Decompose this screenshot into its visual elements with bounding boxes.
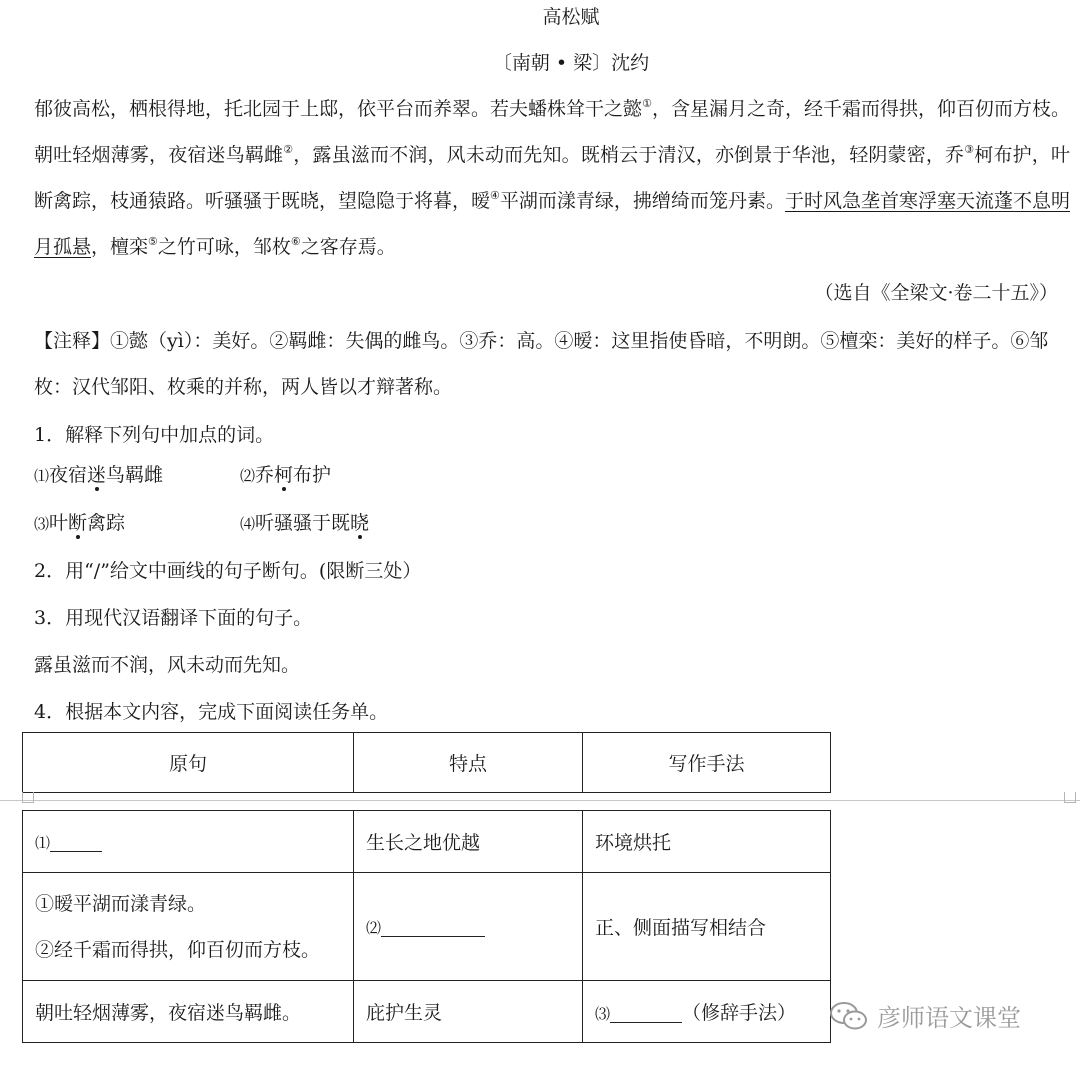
table-cell: 正、侧面描写相结合 <box>583 873 831 981</box>
note-ref: ⑥ <box>290 235 301 248</box>
question-1: 1．解释下列句中加点的词。 <box>34 424 275 446</box>
page-corner-mark <box>22 792 34 803</box>
notes-label: 【注释】 <box>34 330 111 352</box>
blank-number: ⑵ <box>366 918 382 937</box>
notes-text: ①懿（yì）：美好。②羁雌：失偶的雌鸟。③乔：高。④暧：这里指使昏暗，不明朗。⑤檀栾：美好的样子。⑥邹枚：汉代邹阳、枚乘的并称，两人皆以才辩著称。 <box>34 330 1049 398</box>
passage-text: ，含星漏月之奇，经千霜而得拱，仰百仞而方枝。朝吐轻烟薄雾，夜宿迷鸟羁雌 <box>34 98 1070 166</box>
question-4: 4．根据本文内容，完成下面阅读任务单。 <box>34 701 389 723</box>
table-row <box>23 981 831 1043</box>
table-cell: 朝吐轻烟薄雾，夜宿迷鸟羁雌。 <box>23 981 354 1043</box>
source-citation: （选自《全梁文·卷二十五》） <box>814 282 1058 304</box>
table-cell <box>23 811 354 873</box>
table-row <box>23 873 831 981</box>
answer-blank[interactable] <box>50 831 102 852</box>
table-cell <box>354 873 583 981</box>
note-ref: ④ <box>490 189 500 202</box>
item-number: ⑴ <box>34 467 50 485</box>
note-ref: ③ <box>964 143 975 156</box>
passage-text: 平湖而漾青绿，拂缯绮而笼丹素。 <box>499 190 785 212</box>
page-title: 高松赋 <box>542 6 600 28</box>
passage-text: 之客存焉。 <box>300 236 396 258</box>
answer-blank[interactable] <box>381 916 485 937</box>
blank-number: ⑴ <box>35 833 51 852</box>
passage-text: 之竹可咏，邹枚 <box>157 236 291 258</box>
item-text: 布护 <box>293 464 332 486</box>
watermark <box>829 998 1021 1033</box>
item-text: 听骚骚于既 <box>255 512 351 534</box>
item-text: 禽踪 <box>87 512 126 534</box>
table-row <box>23 811 831 873</box>
dotted-word: 柯 <box>274 464 294 486</box>
annotations <box>34 318 1070 410</box>
note-ref: ⑤ <box>148 235 158 248</box>
note-ref: ② <box>283 143 294 156</box>
item-text: 夜宿 <box>49 464 88 486</box>
header-original: 原句 <box>23 733 354 793</box>
cell-suffix: （修辞手法） <box>682 1002 797 1024</box>
dotted-word: 迷 <box>87 464 107 486</box>
table-cell <box>583 981 831 1043</box>
q1-item-4 <box>240 508 369 535</box>
item-number: ⑶ <box>34 515 50 533</box>
item-number: ⑵ <box>240 467 256 485</box>
q1-item-1 <box>34 460 163 487</box>
q1-item-3 <box>34 508 125 535</box>
watermark-text: 彦师语文课堂 <box>877 1004 1021 1032</box>
passage-text: 柯布护，叶断禽踪，枝通猿路。听骚骚于既晓，望隐隐于将暮，暧 <box>34 144 1070 212</box>
page-break-line <box>0 800 1080 801</box>
page-corner-mark <box>1064 792 1076 803</box>
question-3-sentence: 露虽滋而不润，风未动而先知。 <box>34 654 301 676</box>
table-cell: 生长之地优越 <box>354 811 583 873</box>
passage-text: 郁彼高松，栖根得地，托北园于上邸，依平台而养翠。若夫蟠株耸干之懿 <box>34 98 643 120</box>
item-number: ⑷ <box>240 515 256 533</box>
item-text: 乔 <box>255 464 275 486</box>
dotted-word: 断 <box>68 512 88 534</box>
table-cell <box>23 873 354 981</box>
note-ref: ① <box>642 97 652 110</box>
item-text: 鸟羁雌 <box>106 464 164 486</box>
blank-number: ⑶ <box>595 1005 611 1023</box>
author-line: 〔南朝 • 梁〕沈约 <box>492 52 650 74</box>
underlined-sentence: 于时风急垄首寒浮塞天流蓬不息明月孤悬 <box>34 190 1070 258</box>
passage-text: ，檀栾 <box>91 236 149 258</box>
item-text: 叶 <box>49 512 69 534</box>
cell-line: ①暧平湖而漾青绿。 <box>35 892 207 915</box>
answer-blank[interactable] <box>610 1002 682 1023</box>
question-2: 2．用“/”给文中画线的句子断句。(限断三处） <box>34 560 422 582</box>
task-table-body <box>22 810 831 1043</box>
task-table-header <box>22 732 831 793</box>
dotted-word: 晓 <box>350 512 370 534</box>
question-3: 3．用现代汉语翻译下面的句子。 <box>34 607 313 629</box>
passage <box>34 86 1070 270</box>
header-feature: 特点 <box>354 733 583 793</box>
wechat-icon <box>829 1001 869 1031</box>
cell-line: ②经千霜而得拱，仰百仞而方枝。 <box>35 938 321 961</box>
header-technique: 写作手法 <box>583 733 831 793</box>
table-cell: 庇护生灵 <box>354 981 583 1043</box>
passage-text: ，露虽滋而不润，风未动而先知。既梢云于清汉，亦倒景于华池，轻阴蒙密，乔 <box>293 144 965 166</box>
q1-item-2 <box>240 460 331 487</box>
table-cell: 环境烘托 <box>583 811 831 873</box>
